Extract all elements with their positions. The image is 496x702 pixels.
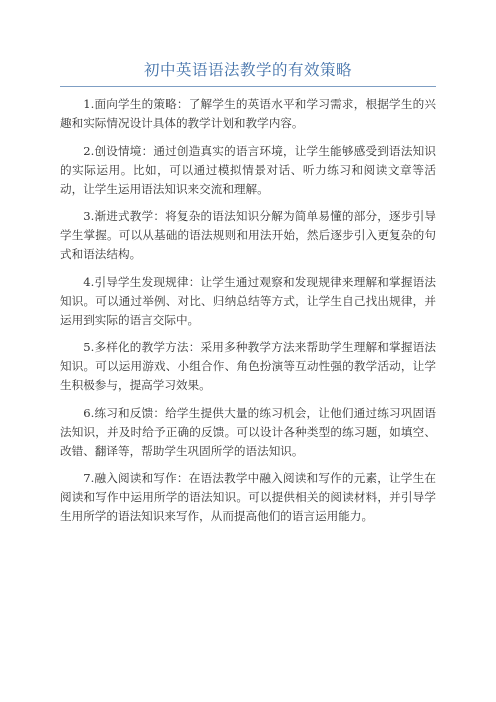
paragraph-strategy-7: 7.融入阅读和写作：在语法教学中融入阅读和写作的元素，让学生在阅读和写作中运用所学的语法知识。可以提供相关的阅读材料，并引导学生用所学的语法知识来写作，从而提高他们的语言运用能力。 bbox=[60, 471, 436, 523]
paragraph-strategy-5: 5.多样化的教学方法：采用多种教学方法来帮助学生理解和掌握语法知识。可以运用游戏、小组合作、角色扮演等互动性强的教学活动，让学生积极参与，提高学习效果。 bbox=[60, 340, 436, 392]
paragraph-strategy-1: 1.面向学生的策略：了解学生的英语水平和学习需求，根据学生的兴趣和实际情况设计具体的教学计划和教学内容。 bbox=[60, 97, 436, 130]
paragraph-strategy-3: 3.渐进式教学：将复杂的语法知识分解为简单易懂的部分，逐步引导学生掌握。可以从基础的语法规则和用法开始，然后逐步引入更复杂的句式和语法结构。 bbox=[60, 209, 436, 261]
document-body bbox=[60, 95, 436, 535]
title-divider bbox=[60, 86, 436, 87]
paragraph-strategy-6: 6.练习和反馈：给学生提供大量的练习机会，让他们通过练习巩固语法知识，并及时给予正确的反馈。可以设计各种类型的练习题，如填空、改错、翻译等，帮助学生巩固所学的语法知识。 bbox=[60, 405, 436, 458]
paragraph-strategy-2: 2.创设情境：通过创造真实的语言环境，让学生能够感受到语法知识的实际运用。比如，可以通过模拟情景对话、听力练习和阅读文章等活动，让学生运用语法知识来交流和理解。 bbox=[60, 143, 436, 196]
paragraph-strategy-4: 4.引导学生发现规律：让学生通过观察和发现规律来理解和掌握语法知识。可以通过举例、对比、归纳总结等方式，让学生自己找出规律，并运用到实际的语言交际中。 bbox=[60, 274, 436, 327]
page-title: 初中英语语法教学的有效策略 bbox=[143, 61, 352, 79]
